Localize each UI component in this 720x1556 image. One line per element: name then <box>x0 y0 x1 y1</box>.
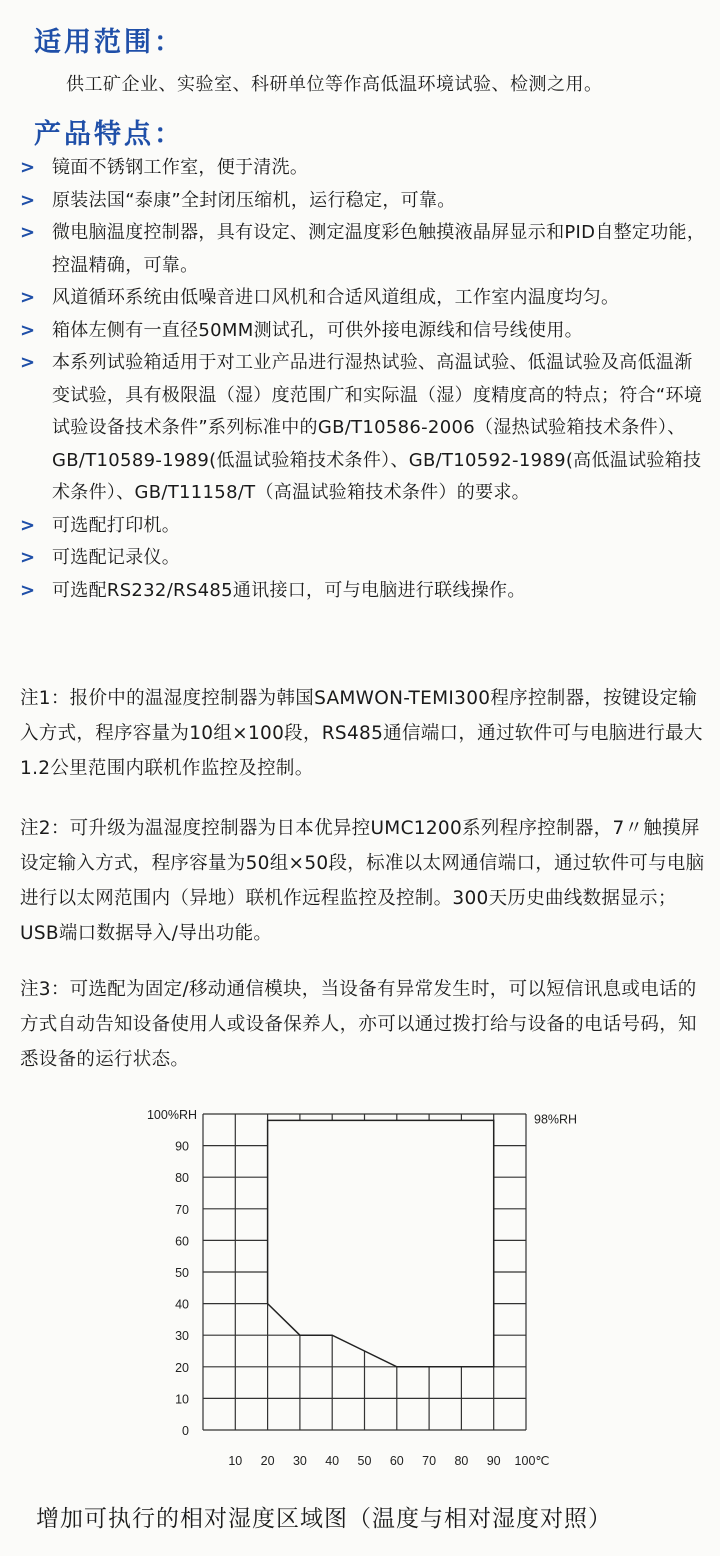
feature-item <box>20 282 710 315</box>
scope-heading: 适用范围： <box>34 27 184 58</box>
y-tick-label: 10 <box>175 1392 189 1407</box>
feature-item <box>20 542 710 575</box>
y-tick-label: 0 <box>182 1424 189 1438</box>
feature-text: 可选配记录仪。 <box>52 547 181 568</box>
note-2: 注2：可升级为温湿度控制器为日本优异控UMC1200系列程序控制器，7〃触摸屏设定输入方式，程序容量为50组×50段，标准以太网通信端口，通过软件可与电脑进行以太网范围内（异地）联机作远程监控及控制。300天历史曲线数据显示；USB端口数据导入/导出功能。 <box>20 818 705 944</box>
note-3: 注3：可选配为固定/移动通信模块，当设备有异常发生时，可以短信讯息或电话的方式自动告知设备使用人或设备保养人，亦可以通过拨打给与设备的电话号码，知悉设备的运行状态。 <box>20 979 697 1070</box>
bullet-arrow-icon: > <box>20 514 36 536</box>
x-tick-label: 100℃ <box>514 1454 550 1468</box>
features-list <box>20 152 710 607</box>
feature-item <box>20 575 710 608</box>
chart-caption: 增加可执行的相对湿度区域图（温度与相对湿度对照） <box>36 1506 612 1532</box>
bullet-arrow-icon: > <box>20 547 36 568</box>
y-tick-label: 30 <box>175 1329 189 1344</box>
x-tick-label: 30 <box>292 1454 307 1468</box>
chart-svg <box>0 1090 720 1500</box>
scope-text: 供工矿企业、实验室、科研单位等作高低温环境试验、检测之用。 <box>66 74 603 95</box>
y-tick-label: 50 <box>175 1266 189 1280</box>
feature-item <box>20 217 710 282</box>
feature-text: 微电脑温度控制器，具有设定、测定温度彩色触摸液晶屏显示和PID自整定功能，控温精确，可靠。 <box>52 222 706 276</box>
x-tick-label: 90 <box>486 1454 501 1468</box>
x-tick-label: 50 <box>357 1454 372 1468</box>
feature-text: 可选配打印机。 <box>52 514 181 536</box>
feature-text: 风道循环系统由低噪音进口风机和合适风道组成，工作室内温度均匀。 <box>52 287 620 308</box>
x-tick-label: 40 <box>325 1454 340 1468</box>
bullet-arrow-icon: > <box>20 352 36 373</box>
x-tick-label: 10 <box>228 1454 243 1468</box>
x-tick-label: 60 <box>389 1454 404 1468</box>
bullet-arrow-icon: > <box>20 157 36 178</box>
feature-text: 本系列试验箱适用于对工业产品进行湿热试验、高温试验、低温试验及高低温渐变试验，具有极限温（湿）度范围广和实际温（湿）度精度高的特点；符合“环境试验设备技术条件”系列标准中的GB/T10586-2006（湿热试验箱技术条件）、GB/T10589-1989(低温试验箱技术条件）、GB/T10592-1989(高低温试验箱技术条件）、GB/T11158/T（高温试验箱技术条件）的要求。 <box>52 352 703 503</box>
feature-text: 箱体左侧有一直径50MM测试孔，可供外接电源线和信号线使用。 <box>52 319 583 341</box>
note-1: 注1：报价中的温湿度控制器为韩国SAMWON-TEMI300程序控制器，按键设定输入方式，程序容量为10组×100段，RS485通信端口，通过软件可与电脑进行最大1.2公里范围内联机作监控及控制。 <box>20 688 703 779</box>
bullet-arrow-icon: > <box>20 287 36 308</box>
features-heading: 产品特点： <box>34 119 184 150</box>
humidity-region <box>268 1120 494 1366</box>
y-tick-label: 20 <box>175 1360 189 1375</box>
bullet-arrow-icon: > <box>20 319 36 341</box>
y-tick-label: 70 <box>175 1202 189 1217</box>
feature-item <box>20 185 710 218</box>
feature-text: 原装法国“泰康”全封闭压缩机，运行稳定，可靠。 <box>52 189 456 211</box>
bullet-arrow-icon: > <box>20 579 36 601</box>
x-tick-label: 80 <box>454 1454 469 1468</box>
y-tick-label: 60 <box>175 1234 189 1249</box>
feature-item <box>20 315 710 348</box>
bullet-arrow-icon: > <box>20 222 36 243</box>
x-tick-label: 70 <box>422 1454 437 1468</box>
humidity-range-chart <box>0 1090 720 1510</box>
feature-text: 镜面不锈钢工作室，便于清洗。 <box>52 157 309 178</box>
x-tick-label: 20 <box>260 1454 275 1468</box>
feature-item <box>20 152 710 185</box>
feature-item <box>20 347 710 510</box>
y-tick-label: 40 <box>175 1297 189 1312</box>
feature-text: 可选配RS232/RS485通讯接口，可与电脑进行联线操作。 <box>52 579 526 601</box>
bullet-arrow-icon: > <box>20 189 36 211</box>
annotation-label: 98%RH <box>534 1112 578 1127</box>
y-tick-label: 90 <box>175 1139 189 1154</box>
feature-item <box>20 510 710 543</box>
y-tick-label: 80 <box>175 1171 189 1186</box>
y-tick-label: 100%RH <box>146 1108 197 1122</box>
